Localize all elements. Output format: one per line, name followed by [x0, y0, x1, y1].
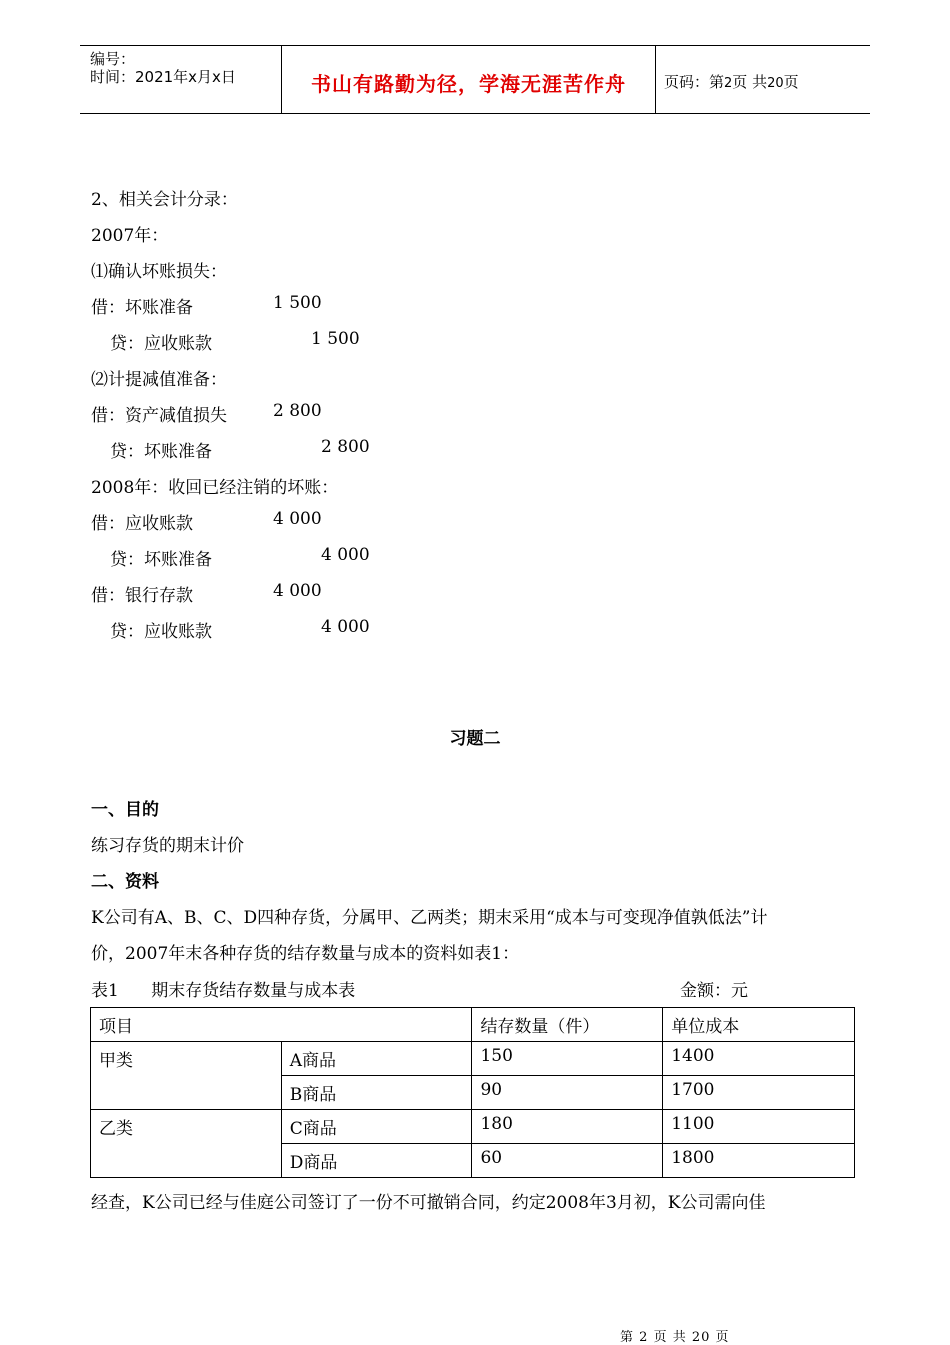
table-item-cell: A商品	[281, 1042, 472, 1076]
journal-step-1: ⑴确认坏账损失：	[91, 262, 227, 282]
table-qty-cell: 90	[472, 1076, 663, 1110]
journal-year-2007: 2007年：	[91, 226, 169, 246]
exercise-title: 习题二	[449, 729, 501, 749]
table-header-cell: 单位成本	[663, 1008, 855, 1042]
table-row	[91, 1110, 855, 1144]
paragraph-line-1: K公司有A、B、C、D四种存货，分属甲、乙两类；期末采用“成本与可变现净值孰低法”计	[91, 908, 768, 928]
journal-step-2: ⑵计提减值准备：	[91, 370, 227, 390]
header-time-label: 时间：2021年x月x日	[90, 68, 236, 86]
paragraph-line-2: 价，2007年末各种存货的结存数量与成本的资料如表1：	[91, 944, 520, 964]
closing-paragraph: 经查，K公司已经与佳庭公司签订了一份不可撤销合同，约定2008年3月初，K公司需向佳	[91, 1193, 766, 1213]
entry-3-credit: 贷：坏账准备	[110, 550, 212, 570]
table-item-cell: B商品	[281, 1076, 472, 1110]
table-cost-cell: 1700	[663, 1076, 855, 1110]
header-page-current: 2	[724, 76, 733, 91]
entry-3-debit-amount: 4 000	[273, 509, 322, 529]
table-cost-cell: 1400	[663, 1042, 855, 1076]
entry-3-credit-amount: 4 000	[321, 545, 370, 565]
section-2-heading: 二、资料	[91, 872, 159, 892]
header-page-prefix: 页码：第	[664, 73, 725, 91]
footer-total: 20	[691, 1330, 711, 1345]
table-item-cell: D商品	[281, 1144, 472, 1178]
footer-suffix: 页	[715, 1330, 730, 1345]
table-header-row	[91, 1008, 855, 1042]
section-1-text: 练习存货的期末计价	[91, 836, 244, 856]
journal-heading: 2、相关会计分录：	[91, 190, 238, 210]
footer-current: 2	[639, 1330, 649, 1345]
table-group-cell: 甲类	[91, 1042, 282, 1110]
entry-1-debit-amount: 1 500	[273, 293, 322, 313]
entry-2-credit: 贷：坏账准备	[110, 442, 212, 462]
entry-4-debit-amount: 4 000	[273, 581, 322, 601]
header-top-rule	[80, 45, 870, 46]
entry-2-debit: 借：资产减值损失	[91, 406, 227, 426]
table-group-cell: 乙类	[91, 1110, 282, 1178]
header-page-indicator	[664, 71, 799, 92]
entry-4-credit-amount: 4 000	[321, 617, 370, 637]
footer-middle: 页 共	[653, 1330, 687, 1345]
header-divider-right	[655, 45, 656, 113]
entry-2-credit-amount: 2 800	[321, 437, 370, 457]
entry-1-debit: 借：坏账准备	[91, 298, 193, 318]
inventory-table	[90, 1007, 855, 1178]
table-qty-cell: 180	[472, 1110, 663, 1144]
table-unit: 金额：元	[680, 981, 748, 1001]
entry-4-debit: 借：银行存款	[91, 586, 193, 606]
entry-2-debit-amount: 2 800	[273, 401, 322, 421]
entry-1-credit: 贷：应收账款	[110, 334, 212, 354]
table-cost-cell: 1800	[663, 1144, 855, 1178]
footer-page-number	[620, 1326, 730, 1345]
entry-1-credit-amount: 1 500	[311, 329, 360, 349]
table-qty-cell: 150	[472, 1042, 663, 1076]
header-bottom-rule	[80, 113, 870, 114]
entry-3-debit: 借：应收账款	[91, 514, 193, 534]
table-header-cell: 结存数量（件）	[472, 1008, 663, 1042]
table-row	[91, 1042, 855, 1076]
table-cost-cell: 1100	[663, 1110, 855, 1144]
header-page-middle: 页 共	[732, 73, 768, 91]
table-item-cell: C商品	[281, 1110, 472, 1144]
entry-4-credit: 贷：应收账款	[110, 622, 212, 642]
footer-prefix: 第	[620, 1330, 635, 1345]
header-motto: 书山有路勤为径，学海无涯苦作舟	[311, 72, 626, 96]
table-qty-cell: 60	[472, 1144, 663, 1178]
header-page-suffix: 页	[783, 73, 799, 91]
table-header-cell: 项目	[91, 1008, 472, 1042]
header-meta	[90, 50, 236, 86]
header-page-total: 20	[767, 76, 784, 91]
section-1-heading: 一、目的	[91, 800, 159, 820]
table-caption: 表1 期末存货结存数量与成本表	[91, 981, 356, 1001]
journal-year-2008: 2008年：收回已经注销的坏账：	[91, 478, 339, 498]
header-number-label: 编号：	[90, 50, 136, 68]
